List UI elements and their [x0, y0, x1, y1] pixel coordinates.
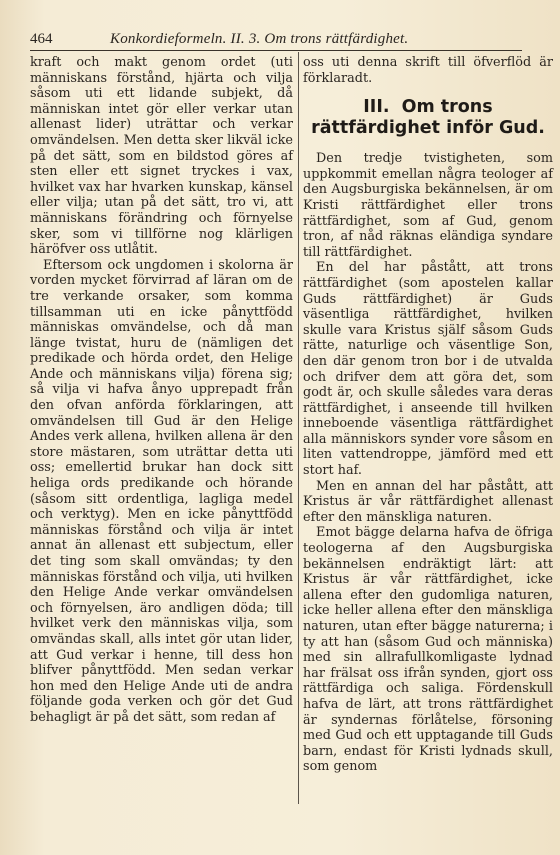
- paragraph: oss uti denna skrift till öfverflöd är förklaradt.: [303, 55, 553, 86]
- paragraph: En del har påstått, att trons rättfärdighet (som apostelen kallar Guds rättfärdighet) är Guds väsentliga rättfärdighet, hvilken skulle vara Kristus själf såsom Guds rätte, naturlige och väsentlige Son, den där genom tron bor i de utvalda och drifver dem att göra det, som godt är, och skulle således vara deras rättfärdighet, i anseende till hvilken inneboende väsentliga rättfärdighet alla människors synder vore såsom en liten vattendroppe, jämförd med ett stort haf.: [303, 260, 553, 479]
- paragraph: kraft och makt genom ordet (uti människans förstånd, hjärta och vilja såsom uti ett lidande subjekt, då människan intet gör eller verkar utan allenast lider) uträttar och verkar omvändelsen. Men detta sker likväl icke på det sätt, som en bildstod göres af sten eller ett signet tryckes i vax, hvilket vax har hvarken kunskap, känsel eller vilja; utan på det sätt, tro vi, att människans förändring och förnyelse sker, som vi tillförne nog klärligen häröfver oss utlåtit.: [30, 55, 293, 258]
- page-number: 464: [30, 31, 53, 47]
- section-number: III.: [363, 97, 390, 118]
- running-title: Konkordieformeln. II. 3. Om trons rättfärdighet.: [110, 31, 409, 47]
- paragraph: Men en annan del har påstått, att Kristus är vår rättfärdighet allenast efter den mänskliga naturen.: [303, 478, 553, 525]
- section-heading: [303, 97, 553, 139]
- paragraph: Emot bägge delarna hafva de öfriga teologerna af den Augsburgiska bekännelsen endräktigt lärt: att Kristus är vår rättfärdighet, icke allena efter den gudomliga naturen, icke heller allena efter den mänskliga naturen, utan efter bägge naturerna; i ty att han (såsom Gud och människa) med sin allrafullkomligaste lydnad har frälsat oss ifrån synden, gjort oss rättfärdiga och saliga. Fördenskull hafva de lärt, att trons rättfärdighet är syndernas förlåtelse, försoning med Gud och ett upptagande till Guds barn, endast för Kristi lydnads skull, som genom: [303, 525, 553, 775]
- page-header: [30, 28, 520, 50]
- section-title: Om trons rättfärdighet inför Gud.: [311, 97, 545, 139]
- right-column: [303, 55, 553, 775]
- left-column: [30, 55, 293, 726]
- header-rule: [30, 50, 522, 51]
- column-divider: [298, 52, 299, 804]
- paragraph: Den tredje tvistigheten, som uppkommit emellan några teologer af den Augsburgiska bekännelsen, är om Kristi rättfärdighet eller trons rättfärdighet, som af Gud, genom tron, af nåd räknas eländiga syndare till rättfärdighet.: [303, 151, 553, 260]
- paragraph: Eftersom ock ungdomen i skolorna är vorden mycket förvirrad af läran om de tre verkande orsaker, som komma tillsamman uti en icke pånyttfödd människas omvändelse, och då man länge tvistat, huru de (nämligen det predikade och hörda ordet, den Helige Ande och människans vilja) förena sig; så vilja vi hafva ånyo upprepadt från den ofvan anförda förklaringen, att omvändelsen till Gud är den Helige Andes verk allena, hvilken allena är den store mästaren, som uträttar detta uti oss; emellertid brukar han dock sitt heliga ords predikande och hörande (såsom sitt ordentliga, lagliga medel och verktyg). Men en icke pånyttfödd människas förstånd och vilja är intet annat än allenast ett subjectum, eller det ting som skall omvändas; ty den människas förstånd och vilja, uti hvilken den Helige Ande verkar omvändelsen och förnyelsen, äro andligen döda; till hvilket verk den människas vilja, som omvändas skall, alls intet gör utan lider, att Gud verkar i henne, till dess hon blifver pånyttfödd. Men sedan verkar hon med den Helige Ande uti de andra följande goda verken och gör det Gud behagligt är på det sätt, som redan af: [30, 257, 293, 725]
